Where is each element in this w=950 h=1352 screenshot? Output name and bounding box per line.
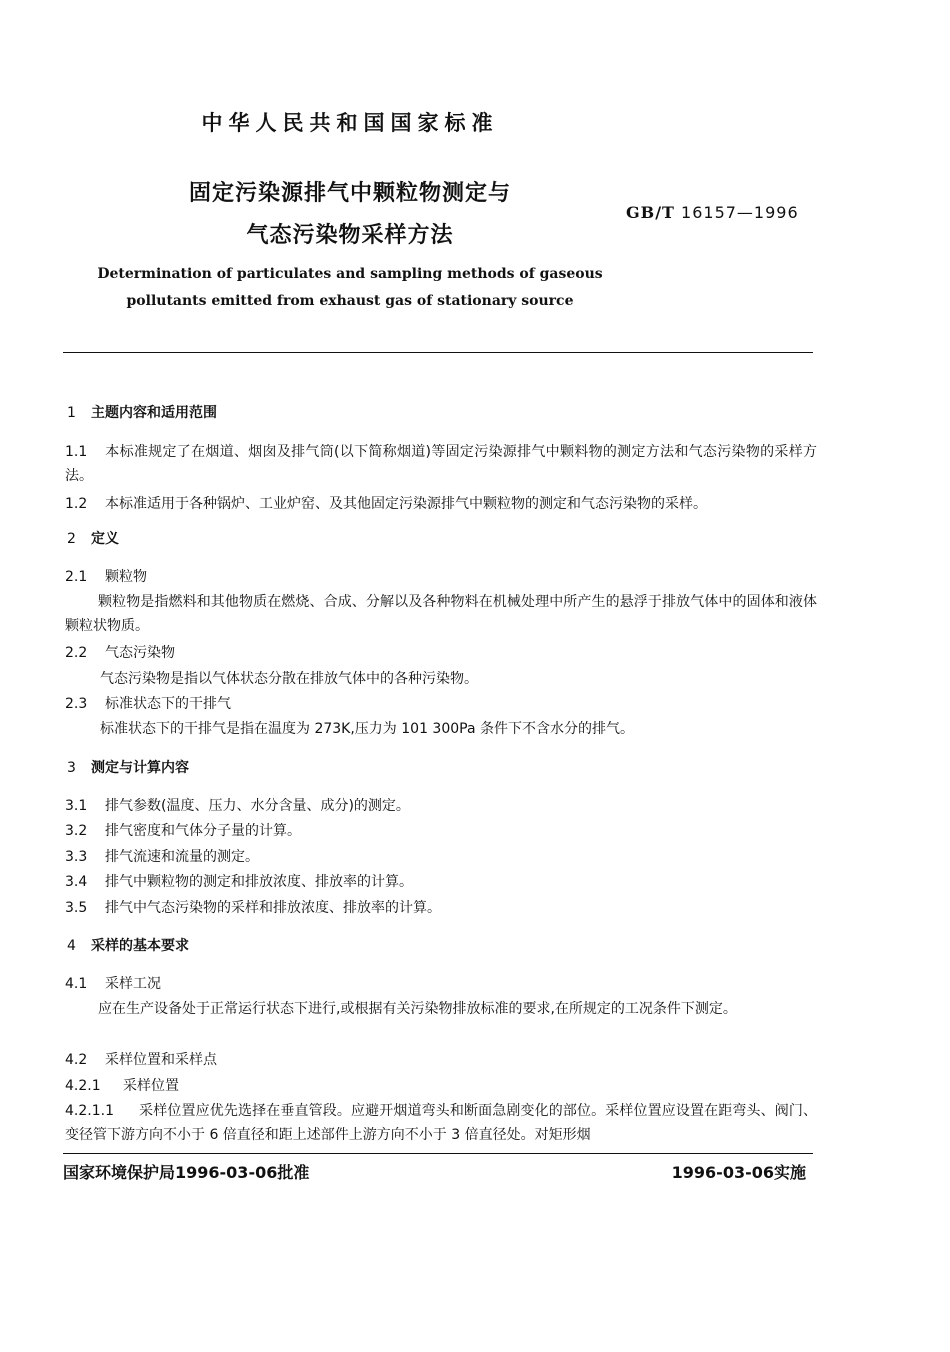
- clause-number: 3.5: [65, 900, 88, 916]
- clause-4-1-text: 应在生产设备处于正常运行状态下进行,或根据有关污染物排放标准的要求,在所规定的工况条件下测定。: [98, 1001, 737, 1017]
- clause-number: 4.2: [65, 1052, 88, 1068]
- document-title-line-2: 气态污染物采样方法: [246, 223, 454, 248]
- clause-title: 采样工况: [105, 976, 161, 992]
- section-title: 采样的基本要求: [91, 938, 189, 954]
- footer-divider: [63, 1153, 813, 1154]
- header-divider: [63, 352, 813, 353]
- clause-title: 采样位置和采样点: [105, 1052, 217, 1068]
- clause-2-3-heading: [65, 693, 231, 713]
- standard-prefix: GB/T: [626, 203, 675, 222]
- standard-code: 16157—1996: [681, 203, 799, 222]
- clause-number: 2.3: [65, 696, 88, 712]
- clause-title: 颗粒物: [105, 569, 147, 585]
- clause-3-3: [65, 846, 259, 866]
- clause-3-4: [65, 871, 413, 891]
- clause-text: 排气参数(温度、压力、水分含量、成分)的测定。: [105, 798, 410, 814]
- clause-number: 3.3: [65, 849, 88, 865]
- clause-number: 3.1: [65, 798, 88, 814]
- clause-text: 排气中气态污染物的采样和排放浓度、排放率的计算。: [105, 900, 441, 916]
- clause-3-1: [65, 795, 410, 815]
- implementation-date: 1996-03-06实施: [671, 1163, 806, 1182]
- section-2-heading: [67, 528, 119, 548]
- english-title-line-2: pollutants emitted from exhaust gas of stationary source: [126, 293, 574, 309]
- section-3-heading: [67, 757, 189, 777]
- clause-text: 排气中颗粒物的测定和排放浓度、排放率的计算。: [105, 874, 413, 890]
- national-standard-heading: 中华人民共和国国家标准: [201, 111, 499, 135]
- clause-title: 气态污染物: [105, 645, 175, 661]
- clause-text: 排气密度和气体分子量的计算。: [105, 823, 301, 839]
- clause-number: 4.2.1: [65, 1078, 101, 1094]
- clause-1-1: [65, 440, 817, 488]
- clause-2-1-heading: [65, 566, 147, 586]
- clause-number: 4.2.1.1: [65, 1103, 114, 1119]
- approval-line: 国家环境保护局1996-03-06批准: [63, 1163, 310, 1182]
- clause-number: 1.1: [65, 444, 88, 460]
- clause-3-5: [65, 897, 441, 917]
- clause-2-2-heading: [65, 642, 175, 662]
- standard-number: [626, 203, 799, 222]
- section-number: 4: [67, 938, 76, 954]
- clause-2-3-text: 标准状态下的干排气是指在温度为 273K,压力为 101 300Pa 条件下不含水分的排气。: [100, 721, 634, 737]
- clause-number: 2.1: [65, 569, 88, 585]
- clause-4-1-heading: [65, 973, 161, 993]
- section-number: 1: [67, 405, 76, 421]
- section-title: 定义: [91, 531, 119, 547]
- clause-number: 2.2: [65, 645, 88, 661]
- document-title-line-1: 固定污染源排气中颗粒物测定与: [188, 181, 511, 206]
- clause-text: 本标准规定了在烟道、烟囱及排气筒(以下简称烟道)等固定污染源排气中颗料物的测定方法和气态污染物的采样方法。: [65, 444, 817, 484]
- clause-title: 采样位置: [123, 1078, 179, 1094]
- clause-2-2-text: 气态污染物是指以气体状态分散在排放气体中的各种污染物。: [100, 671, 478, 687]
- section-1-heading: [67, 402, 217, 422]
- section-title: 主题内容和适用范围: [91, 405, 217, 421]
- clause-number: 4.1: [65, 976, 88, 992]
- clause-2-1-text: 颗粒物是指燃料和其他物质在燃烧、合成、分解以及各种物料在机械处理中所产生的悬浮于排放气体中的固体和液体颗粒状物质。: [65, 594, 817, 634]
- clause-1-2: [65, 492, 817, 516]
- clause-number: 3.2: [65, 823, 88, 839]
- clause-number: 3.4: [65, 874, 88, 890]
- clause-4-2-1-heading: [65, 1075, 179, 1095]
- clause-3-2: [65, 820, 301, 840]
- clause-text: 采样位置应优先选择在垂直管段。应避开烟道弯头和断面急剧变化的部位。采样位置应设置在距弯头、阀门、变径管下游方向不小于 6 倍直径和距上述部件上游方向不小于 3 倍直径处。对矩形烟: [65, 1103, 817, 1143]
- clause-title: 标准状态下的干排气: [105, 696, 231, 712]
- clause-number: 1.2: [65, 496, 88, 512]
- clause-4-2-1-1: [65, 1099, 817, 1147]
- section-number: 3: [67, 760, 76, 776]
- english-title-line-1: Determination of particulates and sampling methods of gaseous: [97, 266, 603, 282]
- section-number: 2: [67, 531, 76, 547]
- section-title: 测定与计算内容: [91, 760, 189, 776]
- section-4-heading: [67, 935, 189, 955]
- clause-4-2-heading: [65, 1049, 217, 1069]
- clause-text: 本标准适用于各种锅炉、工业炉窑、及其他固定污染源排气中颗粒物的测定和气态污染物的采样。: [105, 496, 707, 512]
- clause-text: 排气流速和流量的测定。: [105, 849, 259, 865]
